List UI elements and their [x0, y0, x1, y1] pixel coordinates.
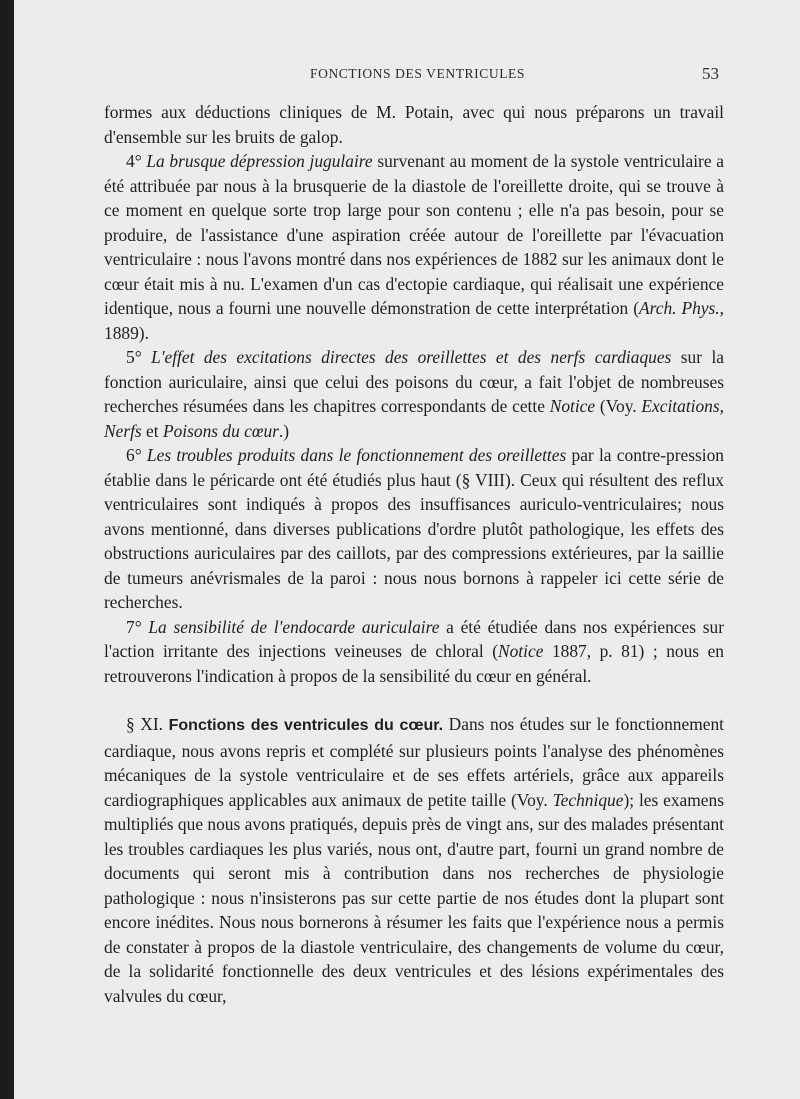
paragraph-text: Dans nos études sur le fonctionnement cardiaque, nous avons repris et complété sur plusieurs points l'analyse des phénomènes mécaniques de la systole ventriculaire et de ses effets artériels, grâce aux appareils cardiographiques applicables aux animaux de petite taille (Voy. [104, 714, 724, 810]
paragraph-6 [104, 443, 724, 615]
ref-poisons: Poisons du cœur [162, 420, 279, 441]
conjunction: et [146, 420, 159, 441]
citation-year: , 1889). [104, 298, 724, 343]
notice-ref: Notice [549, 396, 596, 416]
citation: Arch. Phys. [639, 298, 720, 318]
paragraph-continuation: formes aux déductions cliniques de M. Potain, avec qui nous préparons un travail d'ensemble sur les bruits de galop. [104, 102, 724, 147]
paragraph-4 [104, 149, 724, 345]
item-number: 6° [126, 445, 142, 465]
item-title: L'effet des excitations directes des oreillettes et des nerfs cardiaques [151, 347, 672, 367]
page-header [14, 66, 800, 86]
section-mark: § XI. [126, 714, 164, 734]
paragraph-text: par la contre-pression établie dans le péricarde ont été étudiés plus haut (§ VIII). Ceux qui résultent des reflux ventriculaires sont indiqués à propos des insuffisances auriculo-ventriculaires; nous avons mentionné, dans diverses publications d'ordre plutôt pathologique, les effets des obstructions auriculaires par des caillots, par des compressions extérieures, par la saillie de tumeurs anévrismales de la paroi : nous nous bornons à rappeler ici cette série de recherches. [104, 445, 724, 612]
item-number: 7° [126, 616, 142, 637]
technique-ref: Technique [552, 789, 624, 810]
section-title: Fonctions des ventricules du cœur. [168, 717, 444, 734]
item-title: La brusque dépression jugulaire [146, 151, 373, 171]
book-page [14, 0, 800, 1099]
paragraph-tail: ); les examens multipliés que nous avons pratiqués, depuis près de vingt ans, sur des malades présentant les troubles cardiaques les plus variés, nous ont, d'autre part, fourni un grand nombre de documents qui seront mis à contribution dans nos recherches de physiologie pathologique : nous n'insisterons pas sur cette partie de nos études dont la plupart sont encore inédites. Nous nous bornerons à résumer les faits que l'expérience nous a permis de constater à propos de la diastole ventriculaire, des changements de volume du cœur, de la solidarité fonctionnelle des deux ventricules et des lésions expérimentales des valvules du cœur, [104, 789, 724, 1006]
section-xi [104, 712, 724, 1008]
paragraph-tail: 1887, p. 81) ; nous en retrouverons l'indication à propos de la sensibilité du cœur en général. [104, 641, 724, 686]
paragraph-5 [104, 345, 724, 443]
page-number: 53 [702, 64, 719, 83]
paragraph-text: a été étudiée dans nos expériences sur l'action irritante des injections veineuses de chloral ( [104, 616, 724, 661]
paragraph-text: survenant au moment de la systole ventriculaire a été attribuée par nous à la brusquerie de la diastole de l'oreillette droite, qui se trouve à ce moment en quelque sorte trop large pour son contenu ; elle n'a pas besoin, pour se produire, de l'assistance d'une aspiration créée autour de l'oreillette par l'évacuation ventriculaire : nous l'avons montré dans nos expériences de 1882 sur les animaux dont le cœur était mis à nu. L'examen d'un cas d'ectopie cardiaque, qui réalisait une expérience identique, nous a fourni une nouvelle démonstration de cette interprétation ( [104, 151, 724, 318]
body-text [104, 100, 724, 1008]
running-title: FONCTIONS DES VENTRICULES [310, 66, 526, 81]
item-number: 5° [126, 347, 142, 367]
ref-items: Excitations, Nerfs [104, 396, 724, 441]
item-title: La sensibilité de l'endocarde auriculaire [148, 616, 440, 637]
paragraph-text: sur la fonction auriculaire, ainsi que celui des poisons du cœur, a fait l'objet de nombreuses recherches résumées dans les chapitres correspondants de cette [104, 347, 724, 416]
item-number: 4° [126, 151, 142, 171]
ref-close: .) [278, 420, 290, 441]
item-title: Les troubles produits dans le fonctionnement des oreillettes [146, 445, 567, 465]
voy-ref: (Voy. [599, 396, 637, 416]
paragraph-7 [104, 615, 724, 689]
notice-ref: Notice [498, 641, 544, 661]
